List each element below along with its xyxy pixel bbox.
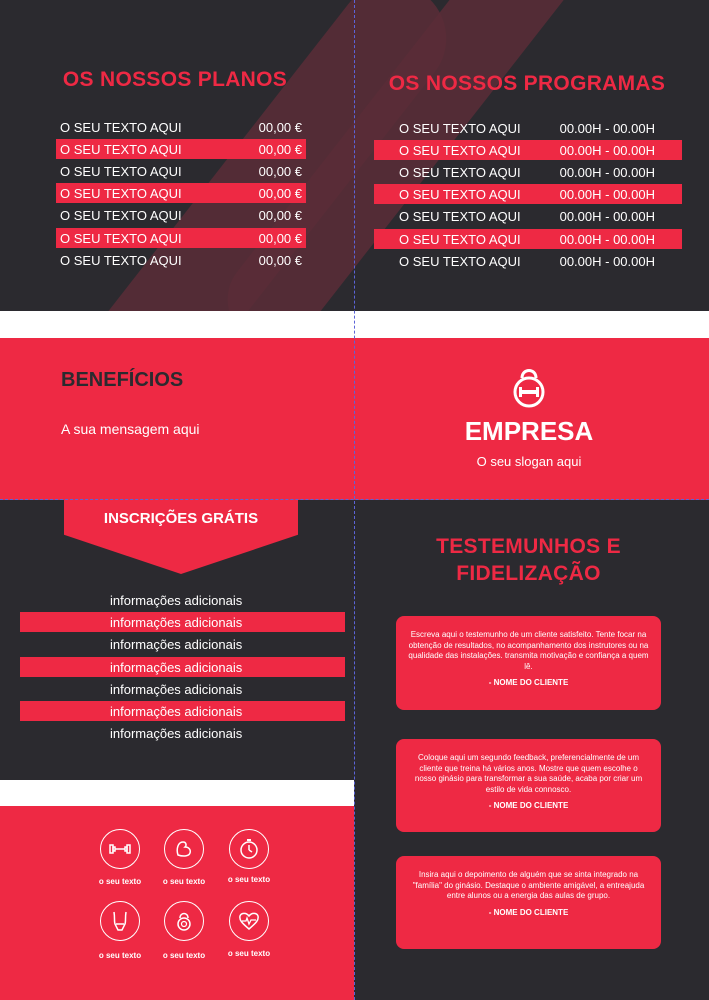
icon-label: o seu texto <box>227 875 271 884</box>
testimonial-text: Coloque aqui um segundo feedback, preferencialmente de um cliente que treina há vários anos. Mostre que quem escolhe o nosso ginásio para transformar a sua saúde, acaba por criar um estilo de vida connosco. <box>414 753 643 794</box>
testimonial-author: - NOME DO CLIENTE <box>488 907 569 917</box>
plan-label: O SEU TEXTO AQUI <box>60 252 182 268</box>
icon-label: o seu texto <box>162 951 206 960</box>
program-row <box>374 206 682 226</box>
program-label: O SEU TEXTO AQUI <box>399 186 521 202</box>
benefits-message: A sua mensagem aqui <box>61 421 200 437</box>
program-label: O SEU TEXTO AQUI <box>399 253 521 269</box>
plan-price: 00,00 € <box>258 252 302 268</box>
plan-label: O SEU TEXTO AQUI <box>60 163 182 179</box>
white-strip-bottom <box>0 780 354 806</box>
plan-price: 00,00 € <box>258 141 302 157</box>
testimonial-card <box>396 616 661 710</box>
testimonial-card <box>396 856 661 949</box>
plan-price: 00,00 € <box>258 119 302 135</box>
icon-label: o seu texto <box>98 877 142 886</box>
plan-label: O SEU TEXTO AQUI <box>60 119 182 135</box>
info-row: informações adicionais <box>110 592 243 608</box>
company-name: EMPRESA <box>464 416 594 446</box>
program-label: O SEU TEXTO AQUI <box>399 208 521 224</box>
icon-label: o seu texto <box>227 949 271 958</box>
program-row <box>374 162 682 182</box>
plans-title: OS NOSSOS PLANOS <box>62 68 288 91</box>
company-slogan: O seu slogan aqui <box>476 454 582 469</box>
program-time: 00.00H - 00.00H <box>559 208 655 224</box>
program-label: O SEU TEXTO AQUI <box>399 142 521 158</box>
programs-title: OS NOSSOS PROGRAMAS <box>388 72 666 95</box>
fold-line-vertical <box>354 0 355 1000</box>
fold-line-horizontal <box>0 499 709 500</box>
testimonial-text: Insira aqui o depoimento de alguém que se sinta integrado na "família" do ginásio. Destaque o ambiente amigável, a entreajuda entre alunos ou a energia das aulas de grupo. <box>412 870 645 900</box>
icon-label: o seu texto <box>98 951 142 960</box>
program-row <box>374 118 682 138</box>
program-row <box>374 251 682 271</box>
plan-price: 00,00 € <box>258 230 302 246</box>
heart-pulse-icon <box>229 901 269 941</box>
plan-price: 00,00 € <box>258 163 302 179</box>
info-row: informações adicionais <box>20 701 345 721</box>
testimonial-text: Escreva aqui o testemunho de um cliente satisfeito. Tente focar na obtenção de resultados, no acompanhamento dos instrutores ou na qualidade das instalações. transmita motivação e confiança a quem lê. <box>408 630 649 671</box>
muscle-arm-icon <box>164 829 204 869</box>
plan-row <box>56 117 306 137</box>
program-time: 00.00H - 00.00H <box>559 142 655 158</box>
benefits-title: BENEFÍCIOS <box>61 369 184 391</box>
info-row: informações adicionais <box>20 657 345 677</box>
plan-row <box>56 228 306 248</box>
kettlebell-icon <box>164 901 204 941</box>
info-row: informações adicionais <box>110 681 243 697</box>
kettlebell-icon <box>510 397 548 414</box>
testimonial-author: - NOME DO CLIENTE <box>488 801 569 810</box>
program-time: 00.00H - 00.00H <box>559 186 655 202</box>
plan-row <box>56 161 306 181</box>
program-label: O SEU TEXTO AQUI <box>399 120 521 136</box>
plan-row <box>56 139 306 159</box>
program-row <box>374 140 682 160</box>
program-label: O SEU TEXTO AQUI <box>399 231 521 247</box>
plan-label: O SEU TEXTO AQUI <box>60 185 182 201</box>
info-row: informações adicionais <box>20 612 345 632</box>
program-row <box>374 229 682 249</box>
icon-label: o seu texto <box>162 877 206 886</box>
plan-label: O SEU TEXTO AQUI <box>60 207 182 223</box>
program-time: 00.00H - 00.00H <box>559 120 655 136</box>
testimonial-card <box>396 739 661 832</box>
plan-row <box>56 250 306 270</box>
testimonials-title-line1: TESTEMUNHOS E <box>436 535 621 558</box>
company-logo <box>510 364 548 410</box>
plan-price: 00,00 € <box>258 185 302 201</box>
program-time: 00.00H - 00.00H <box>559 164 655 180</box>
testimonials-title-line2: FIDELIZAÇÃO <box>456 562 601 585</box>
body-torso-icon <box>100 901 140 941</box>
testimonial-author: - NOME DO CLIENTE <box>488 678 569 687</box>
plan-label: O SEU TEXTO AQUI <box>60 141 182 157</box>
signup-banner-text: INSCRIÇÕES GRÁTIS <box>103 510 259 527</box>
program-row <box>374 184 682 204</box>
stopwatch-icon <box>229 829 269 869</box>
program-label: O SEU TEXTO AQUI <box>399 164 521 180</box>
dumbbell-icon <box>100 829 140 869</box>
plan-row <box>56 183 306 203</box>
program-time: 00.00H - 00.00H <box>559 231 655 247</box>
info-row: informações adicionais <box>110 725 243 741</box>
plan-row <box>56 205 306 225</box>
program-time: 00.00H - 00.00H <box>559 253 655 269</box>
plan-label: O SEU TEXTO AQUI <box>60 230 182 246</box>
info-row: informações adicionais <box>110 636 243 652</box>
plan-price: 00,00 € <box>258 207 302 223</box>
